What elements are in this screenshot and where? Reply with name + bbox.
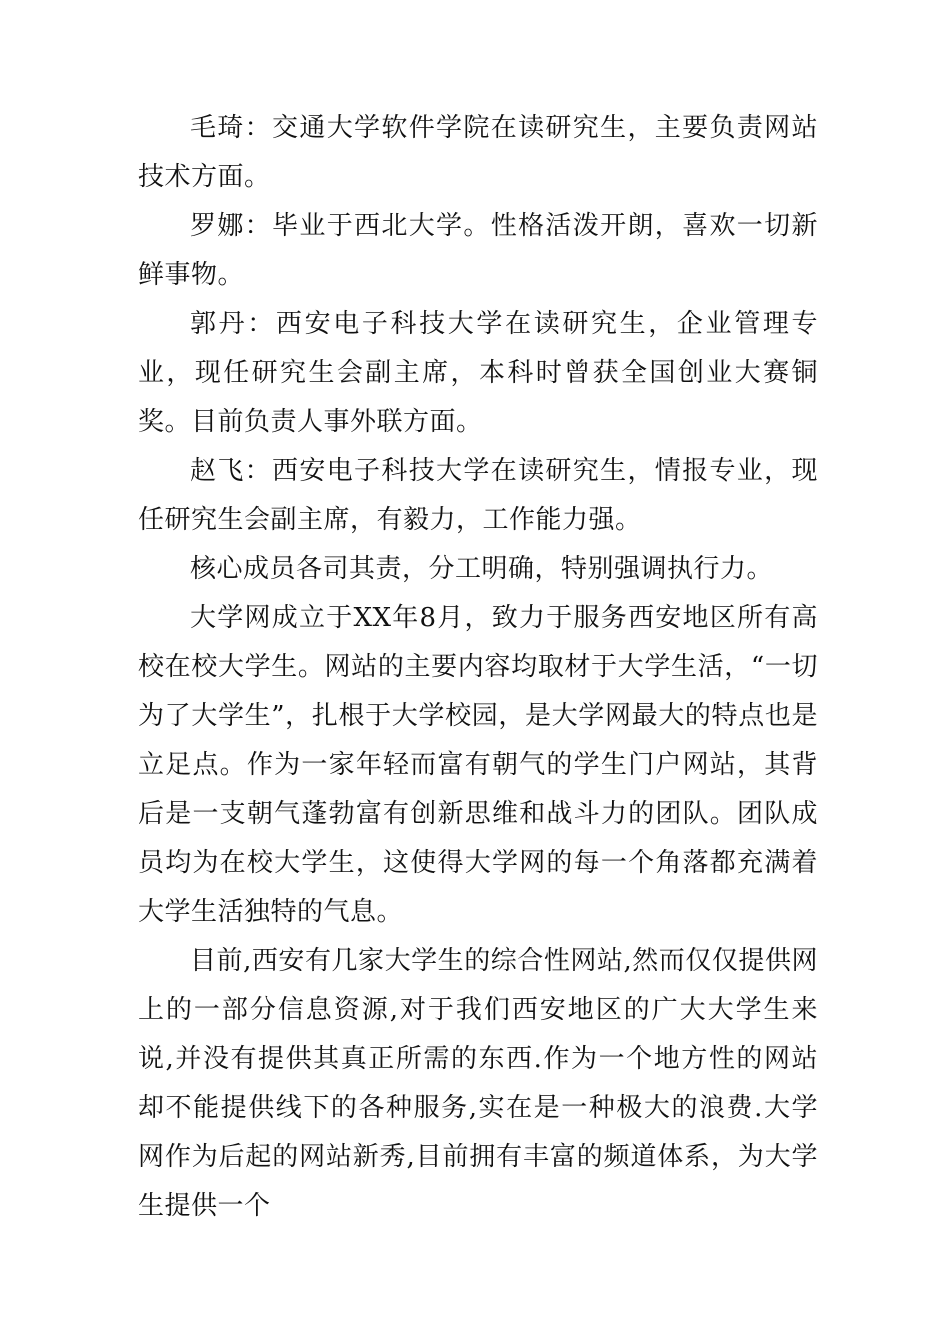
paragraph-current-status: 目前,西安有几家大学生的综合性网站,然而仅仅提供网上的一部分信息资源,对于我们西安地区的广大大学生来说,并没有提供其真正所需的东西.作为一个地方性的网站却不能提供线下的各种服务,实在是一种极大的浪费.大学网作为后起的网站新秀,目前拥有丰富的频道体系，为大学生提供一个: [138, 946, 818, 1221]
paragraph-luo-na: 罗娜：毕业于西北大学。性格活泼开朗，喜欢一切新鲜事物。: [138, 211, 818, 290]
paragraph-mao-qi: 毛琦：交通大学软件学院在读研究生，主要负责网站技术方面。: [138, 113, 818, 192]
paragraph-about-site: 大学网成立于XX年8月，致力于服务西安地区所有高校在校大学生。网站的主要内容均取材于大学生活，“一切为了大学生”，扎根于大学校园，是大学网最大的特点也是立足点。作为一家年轻而富有朝气的学生门户网站，其背后是一支朝气蓬勃富有创新思维和战斗力的团队。团队成员均为在校大学生，这使得大学网的每一个角落都充满着大学生活独特的气息。: [138, 603, 818, 927]
paragraph-core-members: 核心成员各司其责，分工明确，特别强调执行力。: [190, 554, 774, 584]
paragraph-guo-dan: 郭丹：西安电子科技大学在读研究生，企业管理专业，现任研究生会副主席，本科时曾获全国创业大赛铜奖。目前负责人事外联方面。: [138, 309, 818, 437]
paragraph-zhao-fei: 赵飞：西安电子科技大学在读研究生，情报专业，现任研究生会副主席，有毅力，工作能力强。: [138, 456, 818, 535]
document-body: [138, 104, 818, 1231]
